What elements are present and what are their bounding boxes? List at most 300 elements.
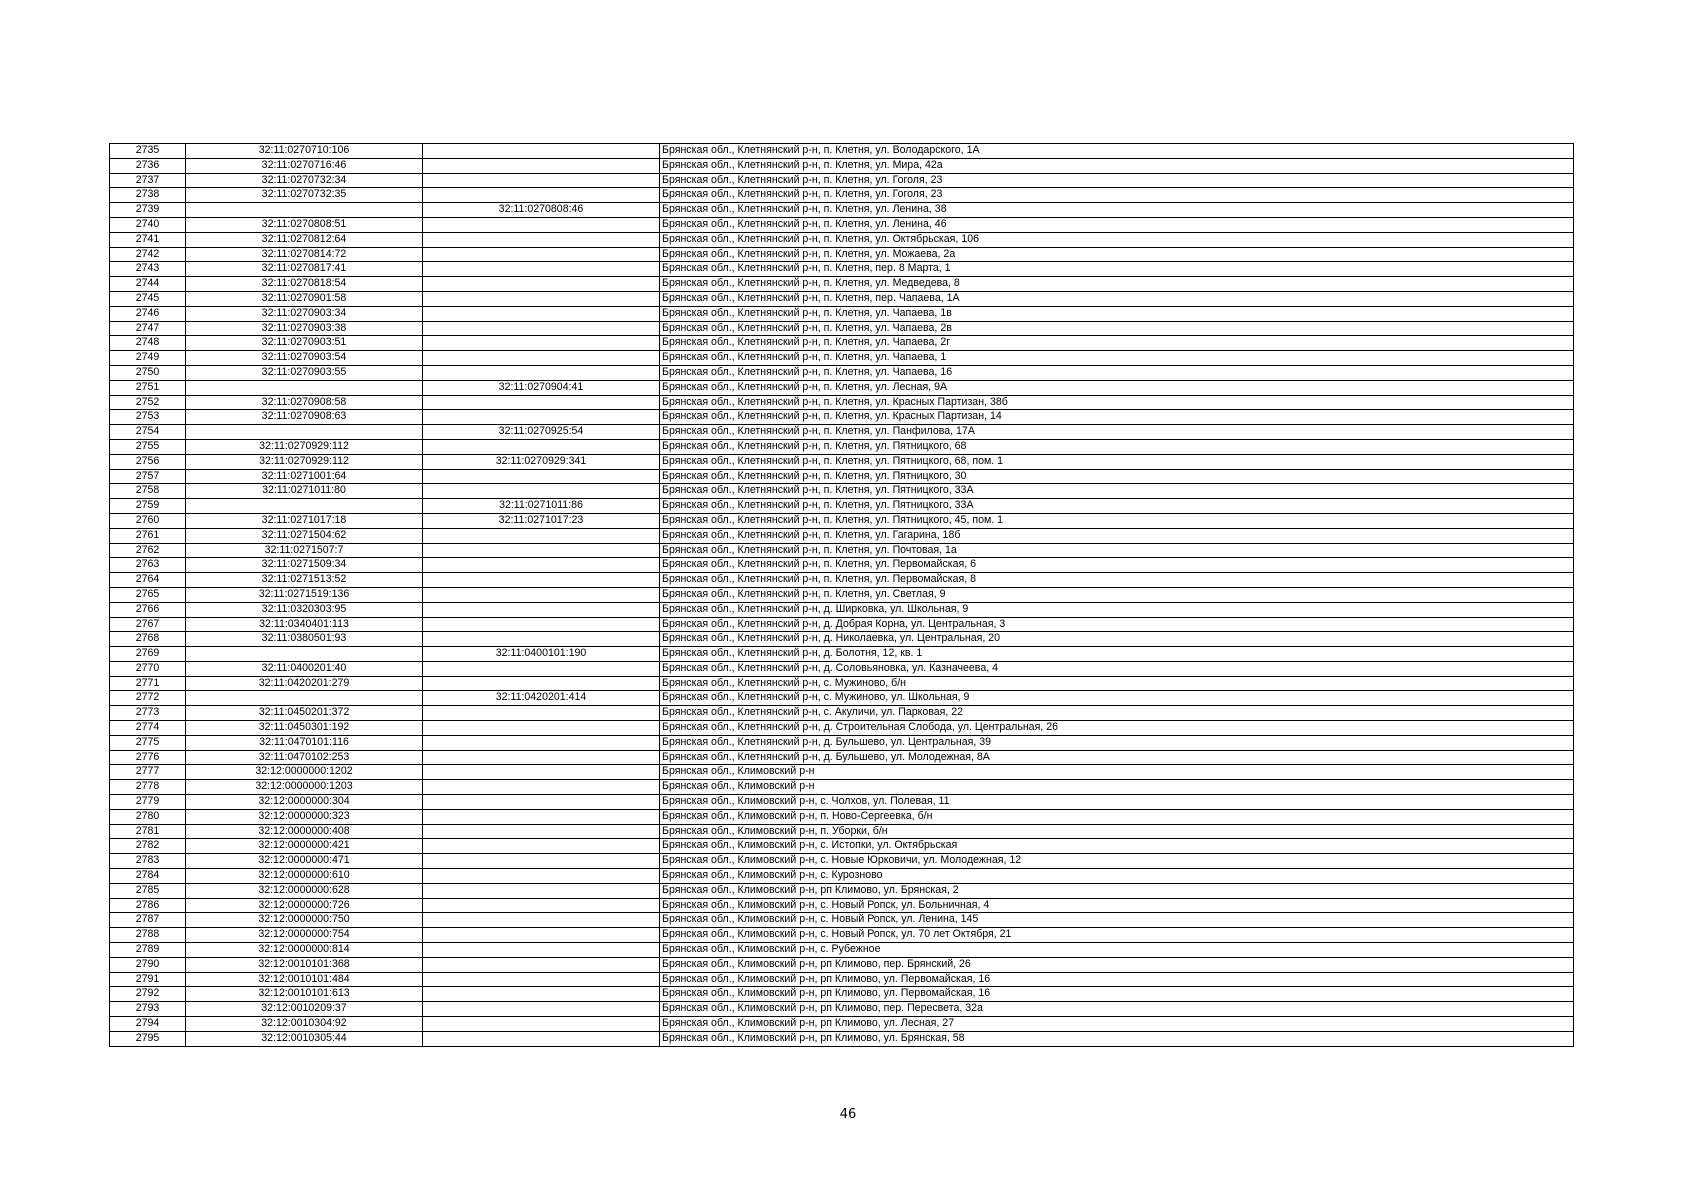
premises-cadastral-number-cell: 32:11:0420201:414 (423, 691, 660, 706)
row-number-cell: 2781 (110, 824, 186, 839)
address-cell: Брянская обл., Клетнянский р-н, п. Клетня, ул. Чапаева, 2г (660, 336, 1574, 351)
premises-cadastral-number-cell (423, 750, 660, 765)
address-cell: Брянская обл., Клетнянский р-н, п. Клетня, ул. Володарского, 1А (660, 144, 1574, 159)
cadastral-number-cell: 32:11:0270903:51 (186, 336, 423, 351)
cadastral-number-cell: 32:12:0000000:1202 (186, 765, 423, 780)
address-cell: Брянская обл., Клетнянский р-н, с. Мужиново, б/н (660, 676, 1574, 691)
cadastral-number-cell: 32:12:0000000:421 (186, 839, 423, 854)
premises-cadastral-number-cell (423, 883, 660, 898)
address-cell: Брянская обл., Клетнянский р-н, п. Клетня, ул. Гагарина, 18б (660, 528, 1574, 543)
row-number-cell: 2780 (110, 809, 186, 824)
table-row (110, 721, 1574, 736)
row-number-cell: 2736 (110, 158, 186, 173)
premises-cadastral-number-cell (423, 573, 660, 588)
address-cell: Брянская обл., Клетнянский р-н, п. Клетня, ул. Гоголя, 23 (660, 188, 1574, 203)
premises-cadastral-number-cell (423, 824, 660, 839)
address-cell: Брянская обл., Климовский р-н, с. Истопки, ул. Октябрьская (660, 839, 1574, 854)
address-cell: Брянская обл., Клетнянский р-н, с. Акуличи, ул. Парковая, 22 (660, 706, 1574, 721)
table-row (110, 306, 1574, 321)
cadastral-number-cell: 32:11:0450201:372 (186, 706, 423, 721)
row-number-cell: 2742 (110, 247, 186, 262)
row-number-cell: 2786 (110, 898, 186, 913)
row-number-cell: 2735 (110, 144, 186, 159)
premises-cadastral-number-cell (423, 336, 660, 351)
cadastral-number-cell: 32:11:0270901:58 (186, 291, 423, 306)
cadastral-number-cell: 32:11:0271507:7 (186, 543, 423, 558)
cadastral-number-cell: 32:12:0000000:610 (186, 869, 423, 884)
premises-cadastral-number-cell (423, 277, 660, 292)
row-number-cell: 2777 (110, 765, 186, 780)
table-row (110, 602, 1574, 617)
table-row (110, 987, 1574, 1002)
cadastral-number-cell: 32:11:0270716:46 (186, 158, 423, 173)
premises-cadastral-number-cell (423, 869, 660, 884)
table-row (110, 469, 1574, 484)
premises-cadastral-number-cell (423, 795, 660, 810)
cadastral-number-cell: 32:12:0010305:44 (186, 1031, 423, 1046)
premises-cadastral-number-cell (423, 943, 660, 958)
row-number-cell: 2779 (110, 795, 186, 810)
premises-cadastral-number-cell: 32:11:0270904:41 (423, 380, 660, 395)
cadastral-number-cell: 32:12:0000000:304 (186, 795, 423, 810)
premises-cadastral-number-cell: 32:11:0400101:190 (423, 647, 660, 662)
cadastral-number-cell: 32:11:0271509:34 (186, 558, 423, 573)
premises-cadastral-number-cell (423, 676, 660, 691)
row-number-cell: 2785 (110, 883, 186, 898)
cadastral-number-cell: 32:12:0000000:754 (186, 928, 423, 943)
cadastral-number-cell: 32:12:0000000:750 (186, 913, 423, 928)
row-number-cell: 2765 (110, 587, 186, 602)
row-number-cell: 2790 (110, 957, 186, 972)
table-row (110, 425, 1574, 440)
premises-cadastral-number-cell (423, 661, 660, 676)
premises-cadastral-number-cell (423, 780, 660, 795)
row-number-cell: 2754 (110, 425, 186, 440)
premises-cadastral-number-cell (423, 809, 660, 824)
cadastral-number-cell: 32:11:0340401:113 (186, 617, 423, 632)
cadastral-number-cell (186, 647, 423, 662)
table-row (110, 365, 1574, 380)
cadastral-number-cell: 32:11:0270908:58 (186, 395, 423, 410)
table-row (110, 543, 1574, 558)
cadastral-number-cell: 32:12:0010304:92 (186, 1017, 423, 1032)
address-cell: Брянская обл., Климовский р-н, с. Новый Ропск, ул. Ленина, 145 (660, 913, 1574, 928)
table-row (110, 898, 1574, 913)
address-cell: Брянская обл., Клетнянский р-н, д. Добрая Корна, ул. Центральная, 3 (660, 617, 1574, 632)
cadastral-number-cell: 32:11:0380501:93 (186, 632, 423, 647)
address-cell: Брянская обл., Клетнянский р-н, д. Болотня, 12, кв. 1 (660, 647, 1574, 662)
premises-cadastral-number-cell (423, 632, 660, 647)
cadastral-number-cell: 32:12:0010101:484 (186, 972, 423, 987)
address-cell: Брянская обл., Климовский р-н, с. Новый Ропск, ул. 70 лет Октября, 21 (660, 928, 1574, 943)
table-row (110, 661, 1574, 676)
address-cell: Брянская обл., Клетнянский р-н, п. Клетня, ул. Пятницкого, 30 (660, 469, 1574, 484)
row-number-cell: 2771 (110, 676, 186, 691)
premises-cadastral-number-cell (423, 1002, 660, 1017)
address-cell: Брянская обл., Климовский р-н, рп Климово, ул. Первомайская, 16 (660, 987, 1574, 1002)
cadastral-number-cell: 32:11:0271519:136 (186, 587, 423, 602)
premises-cadastral-number-cell: 32:11:0271017:23 (423, 513, 660, 528)
premises-cadastral-number-cell (423, 410, 660, 425)
row-number-cell: 2750 (110, 365, 186, 380)
table-row (110, 291, 1574, 306)
table-row (110, 957, 1574, 972)
row-number-cell: 2762 (110, 543, 186, 558)
premises-cadastral-number-cell: 32:11:0270929:341 (423, 454, 660, 469)
cadastral-number-cell: 32:11:0270814:72 (186, 247, 423, 262)
premises-cadastral-number-cell (423, 247, 660, 262)
table-row (110, 824, 1574, 839)
cadastral-number-cell: 32:11:0470101:116 (186, 735, 423, 750)
row-number-cell: 2769 (110, 647, 186, 662)
address-cell: Брянская обл., Клетнянский р-н, п. Клетня, ул. Гоголя, 23 (660, 173, 1574, 188)
premises-cadastral-number-cell (423, 484, 660, 499)
address-cell: Брянская обл., Климовский р-н, с. Новые Юрковичи, ул. Молодежная, 12 (660, 854, 1574, 869)
premises-cadastral-number-cell (423, 898, 660, 913)
table-row (110, 247, 1574, 262)
row-number-cell: 2761 (110, 528, 186, 543)
cadastral-number-cell: 32:11:0270732:34 (186, 173, 423, 188)
cadastral-number-cell: 32:11:0270710:106 (186, 144, 423, 159)
table-row (110, 765, 1574, 780)
table-row (110, 632, 1574, 647)
row-number-cell: 2784 (110, 869, 186, 884)
address-cell: Брянская обл., Клетнянский р-н, п. Клетня, ул. Чапаева, 1в (660, 306, 1574, 321)
premises-cadastral-number-cell (423, 558, 660, 573)
row-number-cell: 2792 (110, 987, 186, 1002)
row-number-cell: 2788 (110, 928, 186, 943)
address-cell: Брянская обл., Климовский р-н, рп Климово, пер. Пересвета, 32а (660, 1002, 1574, 1017)
cadastral-number-cell: 32:11:0270908:63 (186, 410, 423, 425)
premises-cadastral-number-cell (423, 1017, 660, 1032)
address-cell: Брянская обл., Климовский р-н (660, 780, 1574, 795)
address-cell: Брянская обл., Клетнянский р-н, п. Клетня, ул. Лесная, 9А (660, 380, 1574, 395)
address-cell: Брянская обл., Климовский р-н, рп Климово, ул. Первомайская, 16 (660, 972, 1574, 987)
table-row (110, 499, 1574, 514)
table-row (110, 854, 1574, 869)
premises-cadastral-number-cell (423, 321, 660, 336)
row-number-cell: 2795 (110, 1031, 186, 1046)
row-number-cell: 2755 (110, 439, 186, 454)
address-cell: Брянская обл., Клетнянский р-н, п. Клетня, ул. Красных Партизан, 14 (660, 410, 1574, 425)
premises-cadastral-number-cell (423, 306, 660, 321)
address-cell: Брянская обл., Климовский р-н, с. Курозново (660, 869, 1574, 884)
premises-cadastral-number-cell (423, 587, 660, 602)
cadastral-number-cell: 32:11:0270903:54 (186, 351, 423, 366)
premises-cadastral-number-cell (423, 158, 660, 173)
cadastral-number-cell: 32:11:0271001:64 (186, 469, 423, 484)
table-row (110, 676, 1574, 691)
table-row (110, 839, 1574, 854)
premises-cadastral-number-cell (423, 987, 660, 1002)
cadastral-number-cell: 32:11:0450301:192 (186, 721, 423, 736)
cadastral-number-cell: 32:12:0000000:726 (186, 898, 423, 913)
table-row (110, 573, 1574, 588)
table-row (110, 735, 1574, 750)
table-row (110, 558, 1574, 573)
table-row (110, 232, 1574, 247)
address-cell: Брянская обл., Клетнянский р-н, п. Клетня, ул. Светлая, 9 (660, 587, 1574, 602)
row-number-cell: 2774 (110, 721, 186, 736)
premises-cadastral-number-cell (423, 602, 660, 617)
table-row (110, 158, 1574, 173)
premises-cadastral-number-cell (423, 528, 660, 543)
address-cell: Брянская обл., Клетнянский р-н, п. Клетня, ул. Панфилова, 17А (660, 425, 1574, 440)
address-cell: Брянская обл., Клетнянский р-н, п. Клетня, ул. Первомайская, 8 (660, 573, 1574, 588)
row-number-cell: 2752 (110, 395, 186, 410)
row-number-cell: 2759 (110, 499, 186, 514)
row-number-cell: 2794 (110, 1017, 186, 1032)
row-number-cell: 2782 (110, 839, 186, 854)
table-row (110, 439, 1574, 454)
cadastral-number-cell: 32:11:0270732:35 (186, 188, 423, 203)
cadastral-number-cell (186, 425, 423, 440)
row-number-cell: 2751 (110, 380, 186, 395)
table-row (110, 454, 1574, 469)
address-cell: Брянская обл., Клетнянский р-н, д. Ширковка, ул. Школьная, 9 (660, 602, 1574, 617)
cadastral-number-cell: 32:11:0420201:279 (186, 676, 423, 691)
cadastral-number-cell: 32:11:0271011:80 (186, 484, 423, 499)
row-number-cell: 2757 (110, 469, 186, 484)
table-row (110, 203, 1574, 218)
premises-cadastral-number-cell (423, 365, 660, 380)
table-row (110, 706, 1574, 721)
cadastral-number-cell: 32:11:0271513:52 (186, 573, 423, 588)
address-cell: Брянская обл., Клетнянский р-н, п. Клетня, ул. Можаева, 2а (660, 247, 1574, 262)
table-row (110, 336, 1574, 351)
address-cell: Брянская обл., Климовский р-н (660, 765, 1574, 780)
row-number-cell: 2773 (110, 706, 186, 721)
row-number-cell: 2770 (110, 661, 186, 676)
table-row (110, 943, 1574, 958)
page-number: 46 (839, 1107, 857, 1122)
premises-cadastral-number-cell (423, 765, 660, 780)
table-row (110, 869, 1574, 884)
table-row (110, 780, 1574, 795)
premises-cadastral-number-cell: 32:11:0271011:86 (423, 499, 660, 514)
cadastral-number-cell: 32:12:0000000:814 (186, 943, 423, 958)
address-cell: Брянская обл., Клетнянский р-н, п. Клетня, ул. Первомайская, 6 (660, 558, 1574, 573)
premises-cadastral-number-cell: 32:11:0270808:46 (423, 203, 660, 218)
address-cell: Брянская обл., Клетнянский р-н, п. Клетня, пер. Чапаева, 1А (660, 291, 1574, 306)
address-cell: Брянская обл., Клетнянский р-н, п. Клетня, ул. Пятницкого, 68, пом. 1 (660, 454, 1574, 469)
table-row (110, 188, 1574, 203)
row-number-cell: 2753 (110, 410, 186, 425)
cadastral-number-cell: 32:11:0270812:64 (186, 232, 423, 247)
address-cell: Брянская обл., Клетнянский р-н, п. Клетня, ул. Октябрьская, 106 (660, 232, 1574, 247)
row-number-cell: 2756 (110, 454, 186, 469)
premises-cadastral-number-cell (423, 543, 660, 558)
premises-cadastral-number-cell (423, 706, 660, 721)
premises-cadastral-number-cell: 32:11:0270925:54 (423, 425, 660, 440)
premises-cadastral-number-cell (423, 957, 660, 972)
address-cell: Брянская обл., Клетнянский р-н, п. Клетня, ул. Чапаева, 1 (660, 351, 1574, 366)
premises-cadastral-number-cell (423, 972, 660, 987)
premises-cadastral-number-cell (423, 928, 660, 943)
row-number-cell: 2749 (110, 351, 186, 366)
address-cell: Брянская обл., Клетнянский р-н, с. Мужиново, ул. Школьная, 9 (660, 691, 1574, 706)
table-row (110, 617, 1574, 632)
address-cell: Брянская обл., Клетнянский р-н, п. Клетня, ул. Пятницкого, 33А (660, 499, 1574, 514)
row-number-cell: 2768 (110, 632, 186, 647)
cadastral-number-cell (186, 691, 423, 706)
table-row (110, 647, 1574, 662)
cadastral-number-cell (186, 203, 423, 218)
table-row (110, 217, 1574, 232)
address-cell: Брянская обл., Клетнянский р-н, д. Бульшево, ул. Молодежная, 8А (660, 750, 1574, 765)
address-cell: Брянская обл., Клетнянский р-н, п. Клетня, ул. Ленина, 38 (660, 203, 1574, 218)
cadastral-number-cell: 32:12:0000000:1203 (186, 780, 423, 795)
table-row (110, 321, 1574, 336)
row-number-cell: 2737 (110, 173, 186, 188)
premises-cadastral-number-cell (423, 839, 660, 854)
table-row (110, 513, 1574, 528)
premises-cadastral-number-cell (423, 854, 660, 869)
address-cell: Брянская обл., Климовский р-н, с. Новый Ропск, ул. Больничная, 4 (660, 898, 1574, 913)
address-cell: Брянская обл., Клетнянский р-н, п. Клетня, ул. Пятницкого, 68 (660, 439, 1574, 454)
premises-cadastral-number-cell (423, 735, 660, 750)
premises-cadastral-number-cell (423, 144, 660, 159)
row-number-cell: 2789 (110, 943, 186, 958)
cadastral-number-cell: 32:12:0000000:471 (186, 854, 423, 869)
table-row (110, 484, 1574, 499)
address-cell: Брянская обл., Клетнянский р-н, п. Клетня, ул. Мира, 42а (660, 158, 1574, 173)
address-cell: Брянская обл., Климовский р-н, п. Уборки, б/н (660, 824, 1574, 839)
table-row (110, 795, 1574, 810)
table-row (110, 1017, 1574, 1032)
cadastral-number-cell: 32:11:0270808:51 (186, 217, 423, 232)
cadastral-number-cell: 32:11:0270903:55 (186, 365, 423, 380)
row-number-cell: 2744 (110, 277, 186, 292)
row-number-cell: 2745 (110, 291, 186, 306)
cadastral-number-cell: 32:12:0010101:368 (186, 957, 423, 972)
address-cell: Брянская обл., Клетнянский р-н, п. Клетня, ул. Почтовая, 1а (660, 543, 1574, 558)
row-number-cell: 2791 (110, 972, 186, 987)
row-number-cell: 2764 (110, 573, 186, 588)
cadastral-number-cell: 32:12:0010101:613 (186, 987, 423, 1002)
row-number-cell: 2793 (110, 1002, 186, 1017)
table-row (110, 262, 1574, 277)
table-row (110, 380, 1574, 395)
cadastral-number-cell: 32:11:0270903:34 (186, 306, 423, 321)
row-number-cell: 2772 (110, 691, 186, 706)
premises-cadastral-number-cell (423, 439, 660, 454)
address-cell: Брянская обл., Климовский р-н, с. Чолхов, ул. Полевая, 11 (660, 795, 1574, 810)
table-row (110, 173, 1574, 188)
row-number-cell: 2740 (110, 217, 186, 232)
table-row (110, 750, 1574, 765)
table-row (110, 972, 1574, 987)
address-cell: Брянская обл., Клетнянский р-н, п. Клетня, ул. Пятницкого, 45, пом. 1 (660, 513, 1574, 528)
row-number-cell: 2743 (110, 262, 186, 277)
address-cell: Брянская обл., Климовский р-н, рп Климово, ул. Брянская, 58 (660, 1031, 1574, 1046)
address-cell: Брянская обл., Клетнянский р-н, д. Николаевка, ул. Центральная, 20 (660, 632, 1574, 647)
row-number-cell: 2766 (110, 602, 186, 617)
cadastral-number-cell: 32:12:0000000:628 (186, 883, 423, 898)
cadastral-number-cell: 32:12:0000000:323 (186, 809, 423, 824)
table-row (110, 144, 1574, 159)
address-cell: Брянская обл., Клетнянский р-н, д. Строительная Слобода, ул. Центральная, 26 (660, 721, 1574, 736)
premises-cadastral-number-cell (423, 395, 660, 410)
cadastral-number-cell: 32:11:0271504:62 (186, 528, 423, 543)
premises-cadastral-number-cell (423, 469, 660, 484)
row-number-cell: 2783 (110, 854, 186, 869)
row-number-cell: 2767 (110, 617, 186, 632)
address-cell: Брянская обл., Клетнянский р-н, п. Клетня, ул. Пятницкого, 33А (660, 484, 1574, 499)
registry-table-body (110, 144, 1574, 1047)
row-number-cell: 2738 (110, 188, 186, 203)
address-cell: Брянская обл., Клетнянский р-н, п. Клетня, ул. Медведева, 8 (660, 277, 1574, 292)
premises-cadastral-number-cell (423, 913, 660, 928)
row-number-cell: 2747 (110, 321, 186, 336)
row-number-cell: 2763 (110, 558, 186, 573)
address-cell: Брянская обл., Клетнянский р-н, п. Клетня, ул. Чапаева, 2в (660, 321, 1574, 336)
premises-cadastral-number-cell (423, 232, 660, 247)
table-row (110, 913, 1574, 928)
row-number-cell: 2760 (110, 513, 186, 528)
premises-cadastral-number-cell (423, 188, 660, 203)
address-cell: Брянская обл., Климовский р-н, рп Климово, ул. Брянская, 2 (660, 883, 1574, 898)
registry-table (109, 143, 1574, 1047)
cadastral-number-cell (186, 499, 423, 514)
address-cell: Брянская обл., Клетнянский р-н, п. Клетня, ул. Чапаева, 16 (660, 365, 1574, 380)
premises-cadastral-number-cell (423, 291, 660, 306)
row-number-cell: 2748 (110, 336, 186, 351)
address-cell: Брянская обл., Климовский р-н, п. Ново-Сергеевка, б/н (660, 809, 1574, 824)
table-row (110, 883, 1574, 898)
cadastral-number-cell: 32:11:0270929:112 (186, 454, 423, 469)
cadastral-number-cell: 32:11:0270818:54 (186, 277, 423, 292)
address-cell: Брянская обл., Климовский р-н, с. Рубежное (660, 943, 1574, 958)
table-row (110, 1031, 1574, 1046)
row-number-cell: 2775 (110, 735, 186, 750)
address-cell: Брянская обл., Клетнянский р-н, п. Клетня, ул. Красных Партизан, 38б (660, 395, 1574, 410)
table-row (110, 928, 1574, 943)
premises-cadastral-number-cell (423, 173, 660, 188)
premises-cadastral-number-cell (423, 351, 660, 366)
address-cell: Брянская обл., Клетнянский р-н, п. Клетня, пер. 8 Марта, 1 (660, 262, 1574, 277)
table-row (110, 410, 1574, 425)
address-cell: Брянская обл., Клетнянский р-н, п. Клетня, ул. Ленина, 46 (660, 217, 1574, 232)
table-row (110, 351, 1574, 366)
cadastral-number-cell: 32:12:0000000:408 (186, 824, 423, 839)
table-row (110, 528, 1574, 543)
row-number-cell: 2739 (110, 203, 186, 218)
row-number-cell: 2776 (110, 750, 186, 765)
address-cell: Брянская обл., Клетнянский р-н, д. Бульшево, ул. Центральная, 39 (660, 735, 1574, 750)
row-number-cell: 2741 (110, 232, 186, 247)
table-row (110, 277, 1574, 292)
row-number-cell: 2778 (110, 780, 186, 795)
row-number-cell: 2758 (110, 484, 186, 499)
premises-cadastral-number-cell (423, 1031, 660, 1046)
table-row (110, 1002, 1574, 1017)
table-row (110, 809, 1574, 824)
premises-cadastral-number-cell (423, 217, 660, 232)
premises-cadastral-number-cell (423, 617, 660, 632)
cadastral-number-cell: 32:11:0270817:41 (186, 262, 423, 277)
premises-cadastral-number-cell (423, 262, 660, 277)
address-cell: Брянская обл., Клетнянский р-н, д. Соловьяновка, ул. Казначеева, 4 (660, 661, 1574, 676)
table-row (110, 587, 1574, 602)
cadastral-number-cell (186, 380, 423, 395)
cadastral-number-cell: 32:11:0320303:95 (186, 602, 423, 617)
row-number-cell: 2746 (110, 306, 186, 321)
cadastral-number-cell: 32:11:0270903:38 (186, 321, 423, 336)
premises-cadastral-number-cell (423, 721, 660, 736)
cadastral-number-cell: 32:11:0400201:40 (186, 661, 423, 676)
cadastral-number-cell: 32:11:0270929:112 (186, 439, 423, 454)
